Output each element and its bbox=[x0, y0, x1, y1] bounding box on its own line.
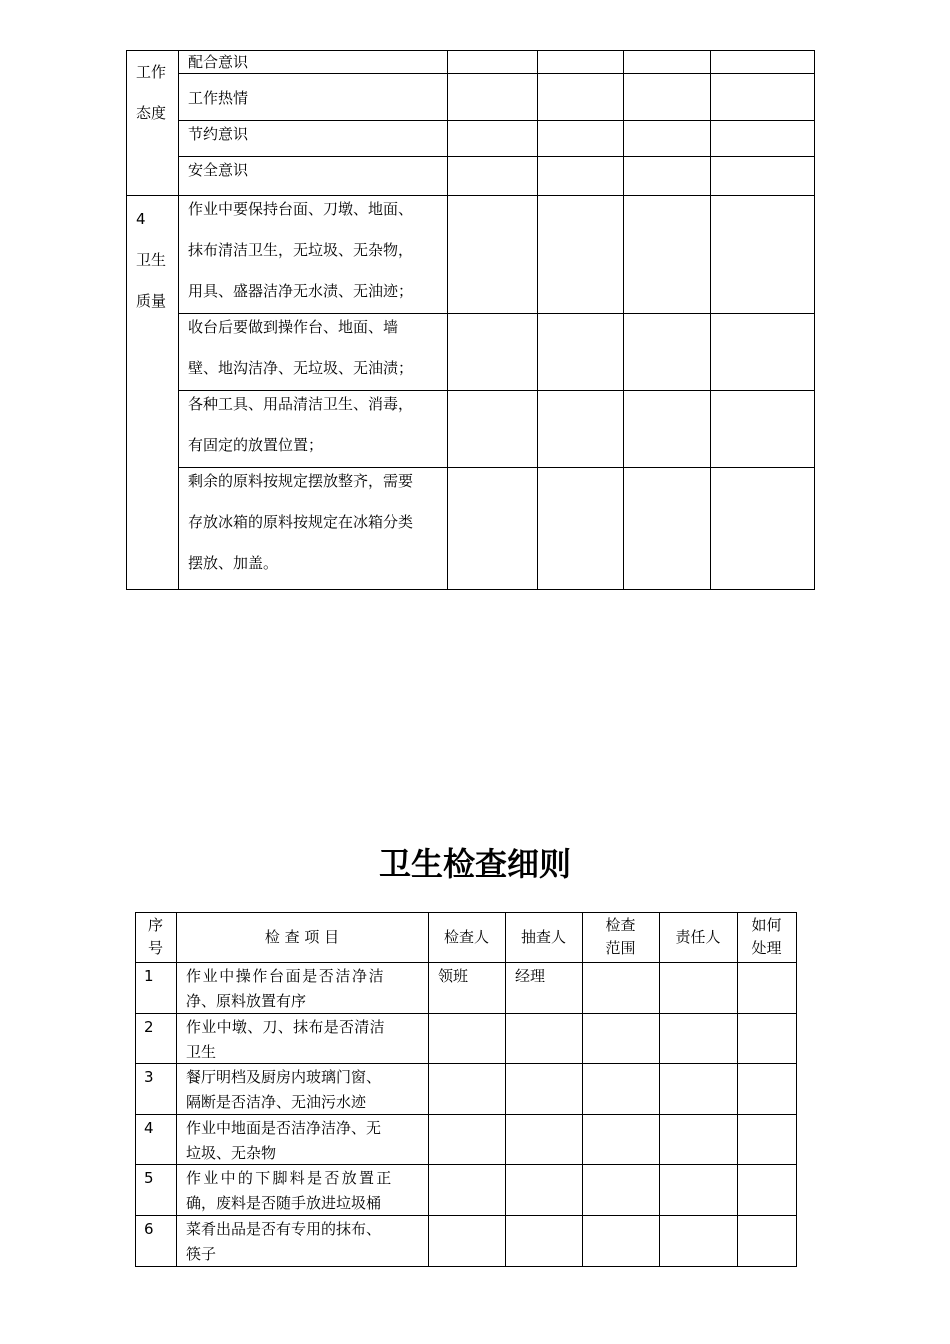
table-row-seq: 4 bbox=[144, 1119, 154, 1137]
header-inspector: 检查人 bbox=[443, 928, 489, 946]
item-saving: 节约意识 bbox=[188, 125, 249, 143]
hygiene-item-1-line-1: 作业中要保持台面、刀墩、地面、 bbox=[188, 200, 414, 218]
table-row-seq: 2 bbox=[144, 1018, 154, 1036]
evaluation-table bbox=[0, 0, 950, 600]
group-label-hygiene: 4 卫生 质量 bbox=[136, 210, 167, 310]
table-row-item-line-2: 确，废料是否随手放进垃圾桶 bbox=[186, 1194, 382, 1212]
table-row-seq: 3 bbox=[144, 1068, 154, 1086]
hygiene-item-1-line-3: 用具、盛器洁净无水渍、无油迹； bbox=[188, 282, 414, 300]
document-title: 卫生检查细则 bbox=[378, 845, 571, 883]
header-spot-checker: 抽查人 bbox=[520, 928, 566, 946]
table-row-item-line-1: 餐厅明档及厨房内玻璃门窗、 bbox=[186, 1068, 382, 1086]
table-row-item-line-1: 菜肴出品是否有专用的抹布、 bbox=[186, 1220, 382, 1238]
header-item: 检 查 项 目 bbox=[264, 928, 340, 946]
table-row-item-line-1: 作业中操作台面是否洁净洁 bbox=[186, 967, 386, 985]
hygiene-item-3-line-2: 有固定的放置位置； bbox=[188, 436, 324, 454]
header-scope: 检查 范围 bbox=[605, 916, 636, 957]
hygiene-item-4-line-3: 摆放、加盖。 bbox=[188, 554, 279, 572]
hygiene-item-4-line-2: 存放冰箱的原料按规定在冰箱分类 bbox=[188, 513, 414, 531]
table-row-item-line-2: 净、原料放置有序 bbox=[186, 992, 307, 1010]
table-row-seq: 1 bbox=[144, 967, 154, 985]
table-row-item-line-2: 垃圾、无杂物 bbox=[186, 1144, 277, 1162]
hygiene-item-2-line-2: 壁、地沟洁净、无垃圾、无油渍； bbox=[188, 359, 414, 377]
group-label-attitude: 工作 态度 bbox=[136, 63, 167, 122]
hygiene-item-4-line-1: 剩余的原料按规定摆放整齐，需要 bbox=[188, 472, 414, 490]
table-row-seq: 6 bbox=[144, 1220, 154, 1238]
item-safety: 安全意识 bbox=[188, 161, 249, 179]
table-row-item-line-1: 作业中墩、刀、抹布是否清洁 bbox=[186, 1018, 385, 1036]
header-seq: 序 号 bbox=[147, 916, 163, 957]
table-row-item-line-1: 作业中地面是否洁净洁净、无 bbox=[186, 1119, 382, 1137]
header-responsible: 责任人 bbox=[675, 928, 721, 946]
hygiene-item-3-line-1: 各种工具、用品清洁卫生、消毒， bbox=[188, 395, 414, 413]
table-row-seq: 5 bbox=[144, 1169, 154, 1187]
table-row-item-line-1: 作业中的下脚料是否放置正 bbox=[186, 1169, 394, 1187]
table-row-item-line-2: 隔断是否洁净、无油污水迹 bbox=[186, 1093, 367, 1111]
table-row-spot-checker: 经理 bbox=[515, 967, 546, 985]
item-cooperation: 配合意识 bbox=[188, 53, 249, 71]
hygiene-item-2-line-1: 收台后要做到操作台、地面、墙 bbox=[188, 318, 399, 336]
hygiene-item-1-line-2: 抹布清洁卫生，无垃圾、无杂物， bbox=[188, 241, 414, 259]
table-row-item-line-2: 筷子 bbox=[186, 1245, 217, 1263]
header-handling: 如何 处理 bbox=[751, 916, 782, 957]
inspection-table bbox=[0, 900, 950, 1280]
table-row-item-line-2: 卫生 bbox=[186, 1043, 217, 1061]
item-enthusiasm: 工作热情 bbox=[188, 89, 249, 107]
table-row-inspector: 领班 bbox=[438, 967, 469, 985]
